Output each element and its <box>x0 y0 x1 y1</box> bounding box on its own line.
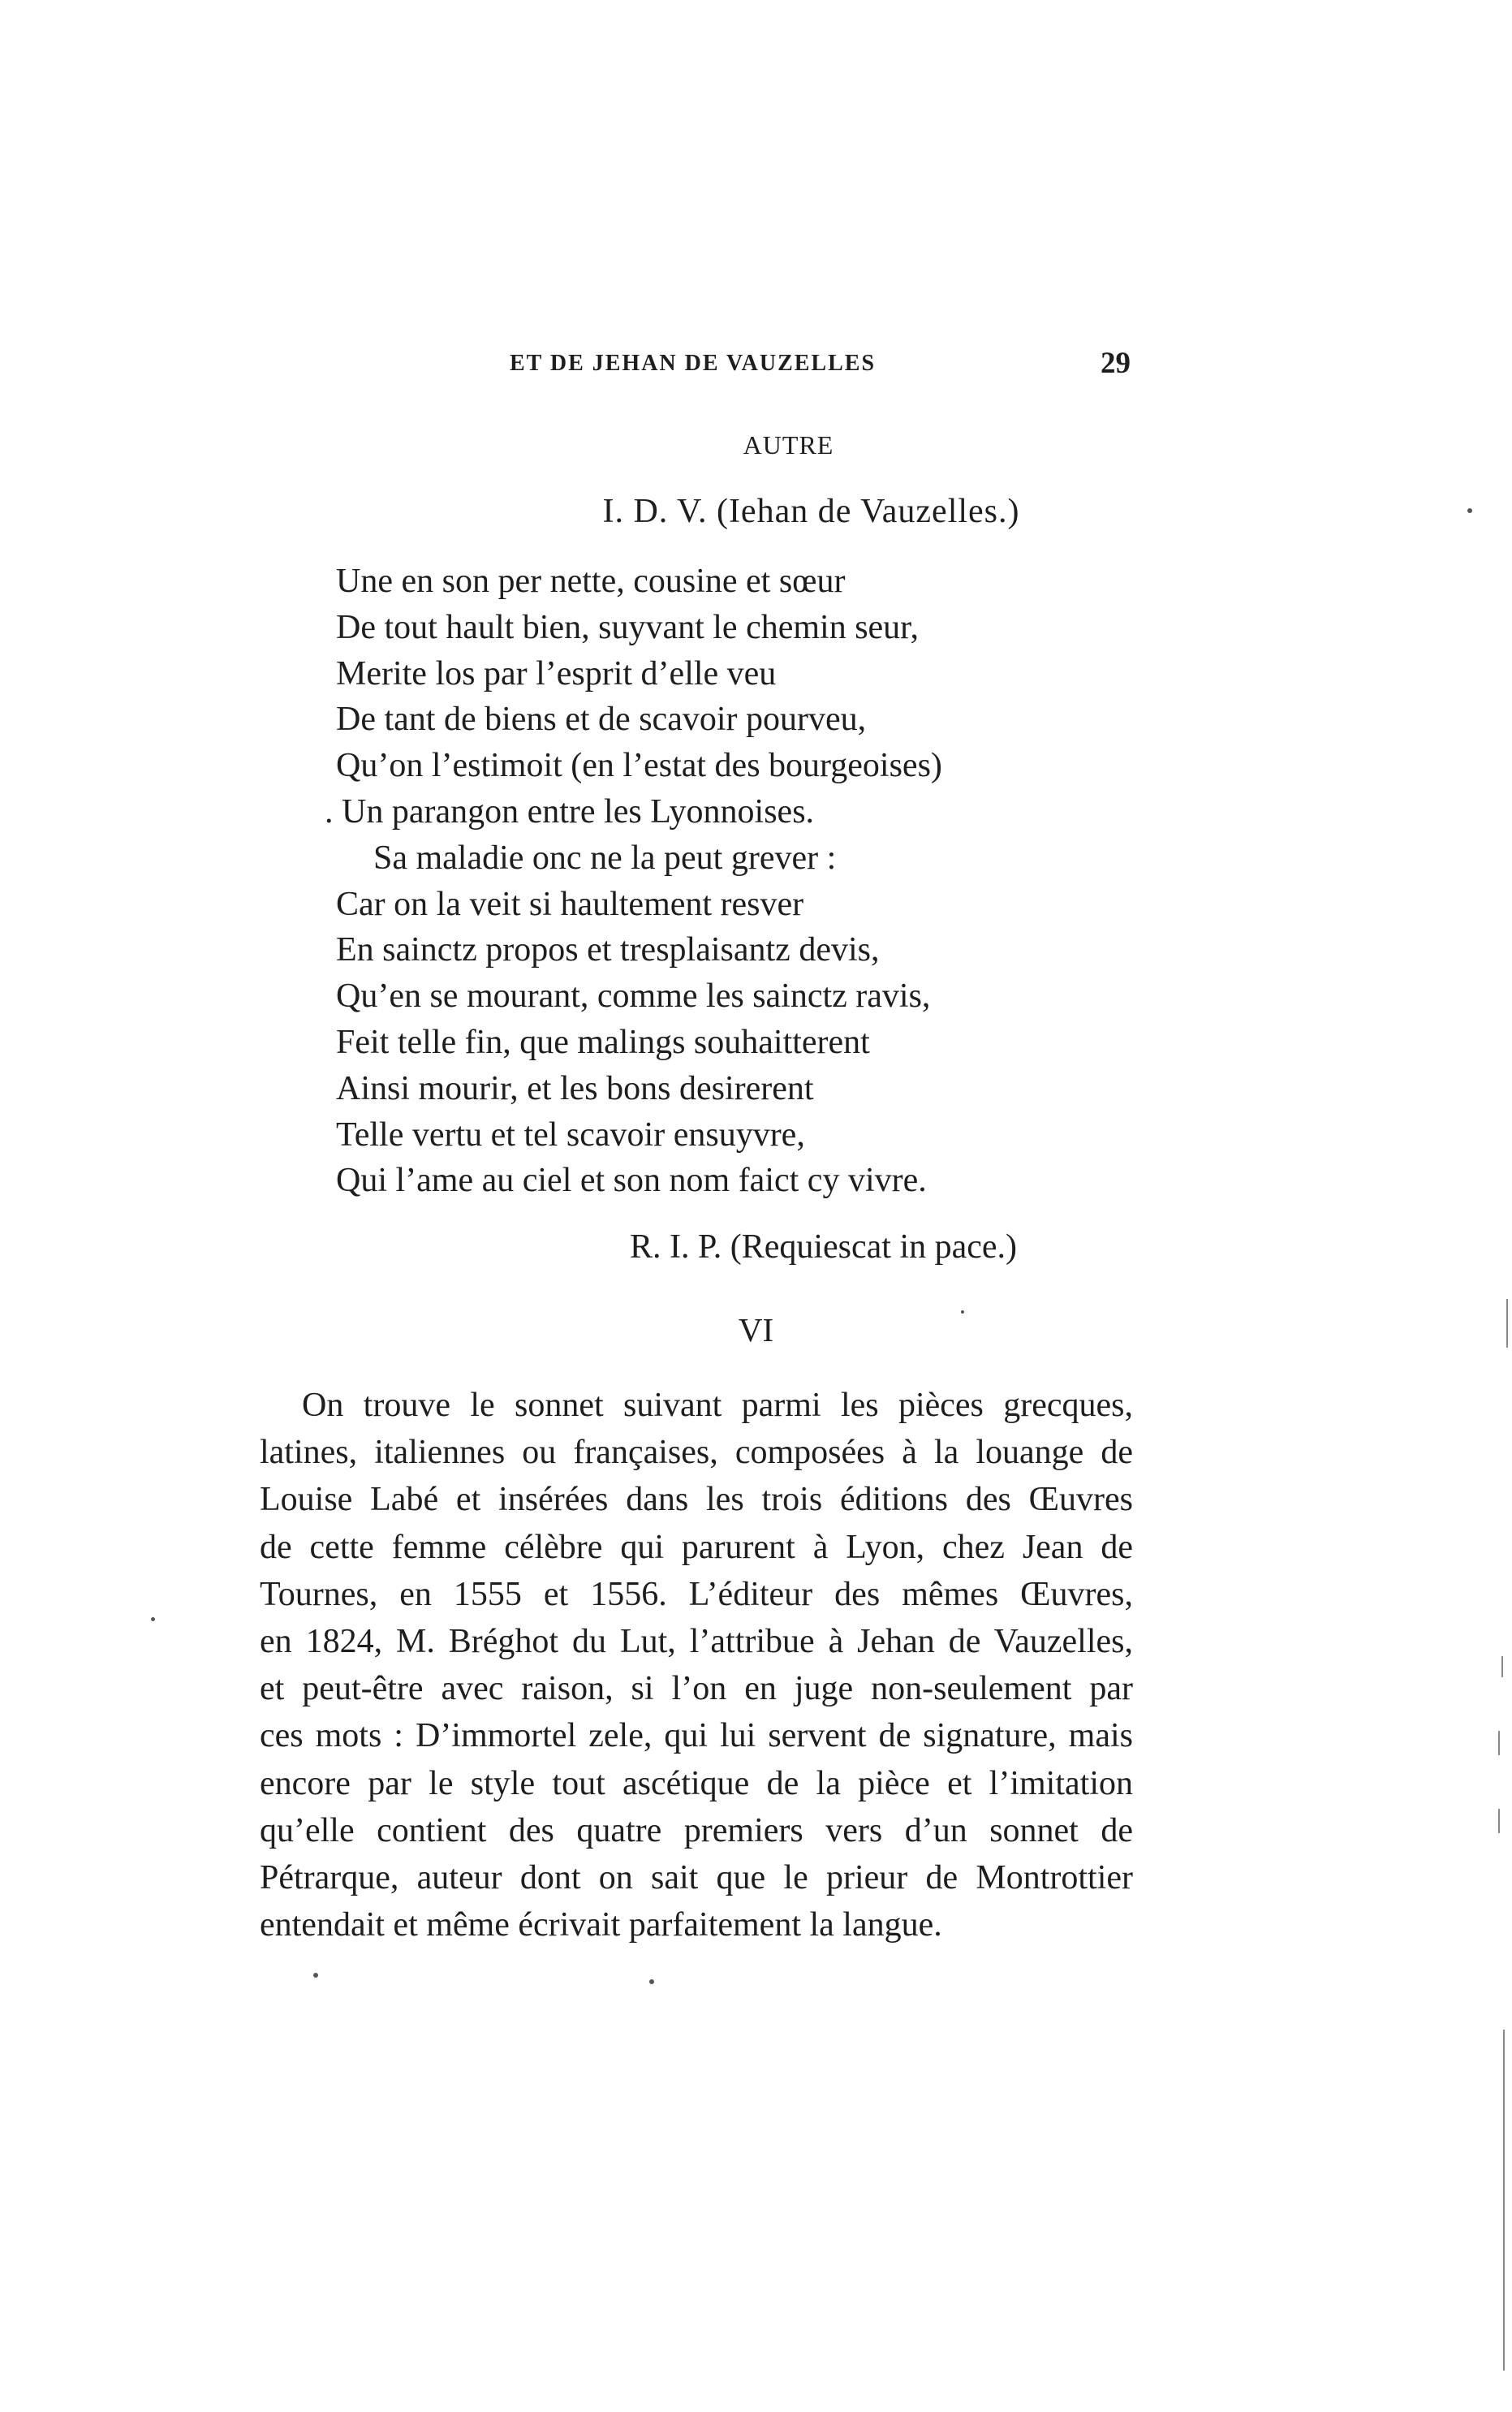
poem-line: Sa maladie onc ne la peut grever : <box>373 839 837 877</box>
epitaph-closing: R. I. P. (Requiescat in pace.) <box>630 1228 1018 1266</box>
margin-mark <box>1503 2030 1505 2371</box>
page-number: 29 <box>1101 347 1131 380</box>
section-number: VI <box>738 1311 774 1348</box>
epitaph-heading: AUTRE <box>743 430 834 460</box>
poem-line: . Un parangon entre les Lyonnoises. <box>325 792 815 831</box>
paragraph-line: encore par le style tout ascétique de la pièce et l’imitation <box>260 1764 1133 1802</box>
scan-speck <box>649 1979 654 1984</box>
poem-line: Qui l’ame au ciel et son nom faict cy vivre. <box>336 1162 927 1200</box>
poem-line: Ainsi mourir, et les bons desirerent <box>336 1069 814 1107</box>
paragraph-line: ces mots : D’immortel zele, qui lui servent de signature, mais <box>260 1717 1133 1755</box>
poem-line: Car on la veit si haultement resver <box>336 885 804 923</box>
paragraph-line: latines, italiennes ou françaises, composées à la louange de <box>260 1434 1133 1472</box>
section-paragraph <box>260 1382 1133 1948</box>
poem-line: Une en son per nette, cousine et sœur <box>336 563 846 600</box>
scan-speck <box>1467 508 1472 513</box>
poem-line: Feit telle fin, que malings souhaitterent <box>336 1023 870 1061</box>
poem-line: Telle vertu et tel scavoir ensuyvre, <box>336 1115 805 1154</box>
epitaph-poem <box>325 559 942 1204</box>
scan-speck <box>961 1310 964 1314</box>
scan-speck <box>313 1973 318 1978</box>
epitaph-author-line: I. D. V. (Iehan de Vauzelles.) <box>602 493 1020 530</box>
paragraph-line: Pétrarque, auteur dont on sait que le prieur de Montrottier <box>260 1859 1133 1897</box>
paragraph-line: en 1824, M. Bréghot du Lut, l’attribue à Jehan de Vauzelles, <box>260 1623 1133 1661</box>
scan-speck <box>151 1617 155 1621</box>
poem-line: De tant de biens et de scavoir pourveu, <box>336 701 867 739</box>
poem-line: Merite los par l’esprit d’elle veu <box>336 654 777 693</box>
margin-mark <box>1498 1731 1500 1755</box>
poem-line: En sainctz propos et tresplaisantz devis, <box>336 931 880 969</box>
paragraph-line: entendait et même écrivait parfaitement la langue. <box>260 1906 942 1944</box>
paragraph-line: et peut-être avec raison, si l’on en juge non-seulement par <box>260 1670 1133 1708</box>
poem-line: De tout hault bien, suyvant le chemin seur, <box>336 608 919 646</box>
running-title: ET DE JEHAN DE VAUZELLES <box>510 351 877 376</box>
paragraph-line: Louise Labé et insérées dans les trois éditions des Œuvres <box>260 1481 1133 1519</box>
poem-line: Qu’on l’estimoit (en l’estat des bourgeoises) <box>336 747 942 785</box>
margin-mark <box>1498 1809 1500 1833</box>
poem-line: Qu’en se mourant, comme les sainctz ravis, <box>336 977 931 1016</box>
paragraph-line: qu’elle contient des quatre premiers vers d’un sonnet de <box>260 1811 1133 1849</box>
paragraph-line: Tournes, en 1555 et 1556. L’éditeur des mêmes Œuvres, <box>260 1575 1133 1613</box>
paragraph-line: On trouve le sonnet suivant parmi les pièces grecques, <box>302 1387 1133 1424</box>
paragraph-line: de cette femme célèbre qui parurent à Lyon, chez Jean de <box>260 1528 1133 1566</box>
margin-mark <box>1506 1299 1508 1348</box>
margin-mark <box>1501 1656 1503 1677</box>
